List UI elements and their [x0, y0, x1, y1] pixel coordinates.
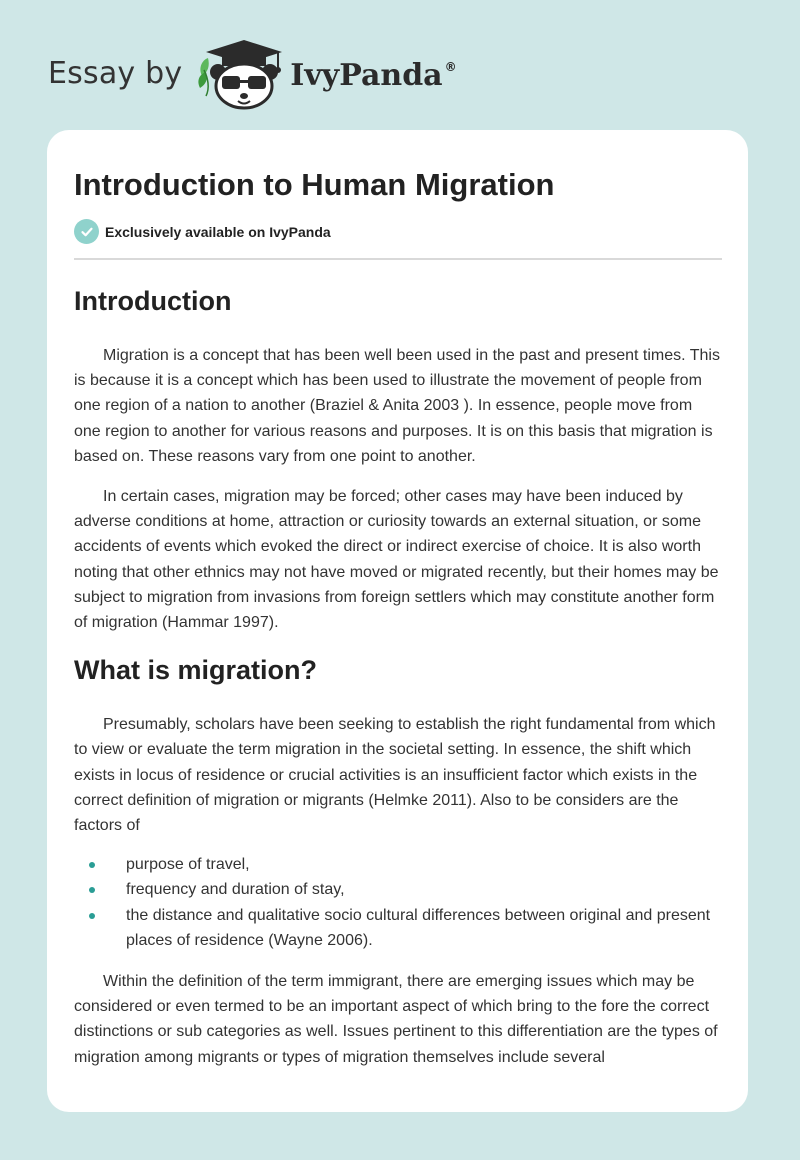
essay-card	[47, 130, 748, 1112]
badge-label: Exclusively available on IvyPanda	[105, 223, 331, 240]
paragraph: Migration is a concept that has been well been used in the past and present times. This is because it is a concept which has been used to illustrate the movement of people from one region of a nation to another (Braziel & Anita 2003 ). In essence, people move from one region to another for various reasons and purposes. It is on this basis that migration is based on. These reasons vary from one point to another.	[74, 347, 720, 465]
section-heading-what-is-migration: What is migration?	[74, 655, 317, 686]
essay-content	[47, 130, 748, 1070]
list-item: the distance and qualitative socio cultural differences between original and present places of residence (Wayne 2006).	[126, 903, 722, 953]
section-heading-introduction: Introduction	[74, 286, 232, 316]
list-item: purpose of travel,	[126, 852, 722, 877]
paragraph: Presumably, scholars have been seeking to establish the right fundamental from which to view or evaluate the term migration in the societal setting. In essence, the shift which exists in locus of residence or crucial activities is an insufficient factor which exists in the correct definition of migration or migrants (Helmke 2011). Also to be considers are the factors of	[74, 716, 716, 835]
exclusive-badge	[74, 219, 722, 260]
brand-name: IvyPanda ®	[290, 57, 457, 93]
factors-list	[74, 852, 722, 953]
site-header	[48, 36, 457, 110]
check-circle-icon	[74, 219, 99, 244]
list-item: frequency and duration of stay,	[126, 877, 722, 902]
essay-title: Introduction to Human Migration	[74, 167, 555, 202]
paragraph: In certain cases, migration may be forced; other cases may have been induced by adverse conditions at home, attraction or curiosity towards an external situation, or some accidents of events which evoked the direct or indirect exercise of choice. It is also worth noting that other ethnics may not have moved or migrated recently, but their homes may be subject to migration from invasions from foreign settlers which may constitute another form of migration (Hammar 1997).	[74, 488, 719, 632]
trademark-symbol: ®	[444, 59, 457, 74]
essay-by-label: Essay by	[48, 55, 183, 91]
panda-graduate-icon	[196, 36, 292, 110]
paragraph: Within the definition of the term immigrant, there are emerging issues which may be considered or even termed to be an important aspect of which bring to the fore the correct distinctions or sub categories as well. Issues pertinent to this differentiation are the types of migration among migrants or types of migration themselves include several	[74, 973, 718, 1066]
